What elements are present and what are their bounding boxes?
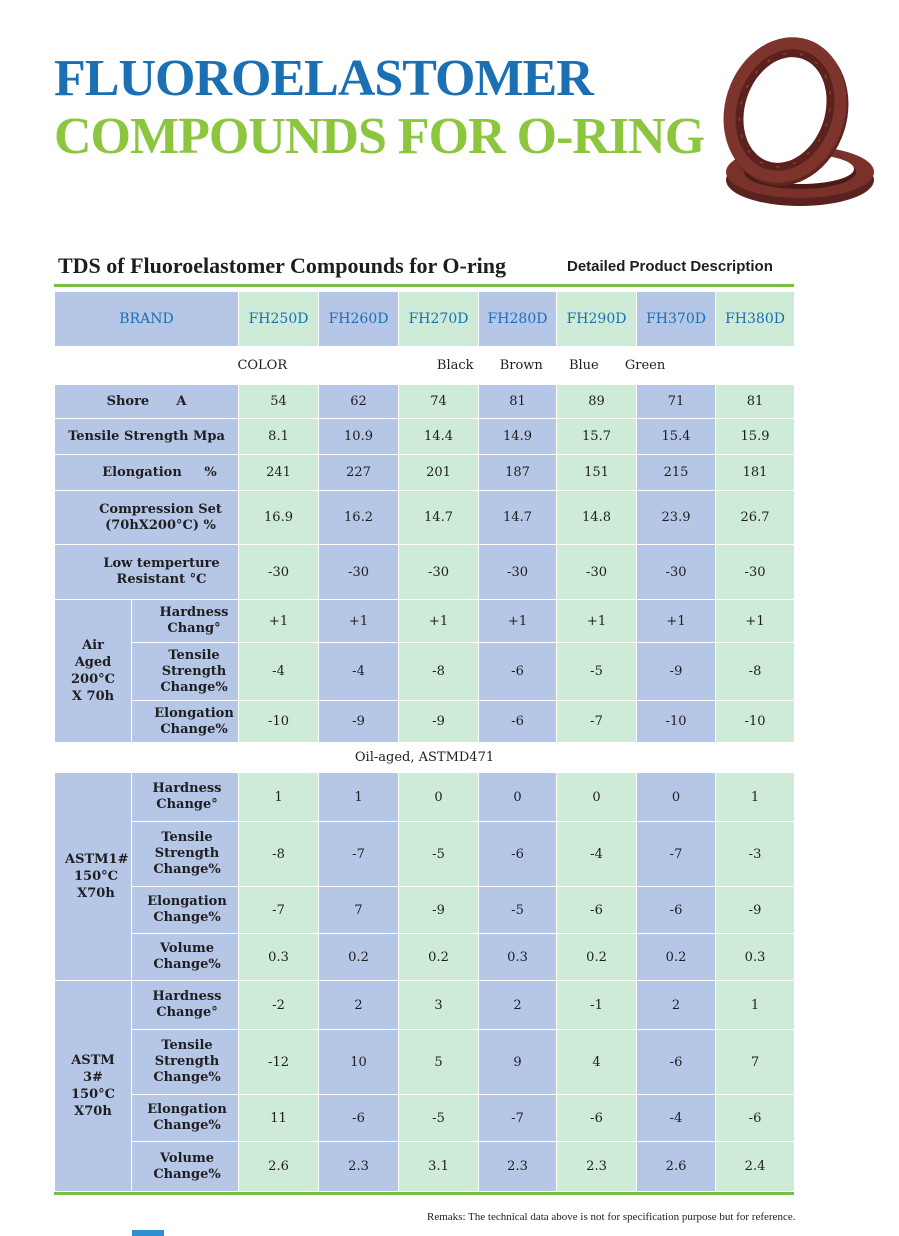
color-value: Black	[436, 358, 474, 373]
tensile-value: 15.4	[637, 419, 716, 455]
compression-value: 16.9	[239, 491, 319, 545]
compression-value: 26.7	[716, 491, 795, 545]
compression-value: 16.2	[319, 491, 399, 545]
air-aged-label-line: Aged	[74, 655, 112, 670]
astm1-hardness-value: 0	[557, 773, 637, 822]
oil-seal-rings-icon	[705, 28, 875, 213]
astm1-hardness-value: 1	[716, 773, 795, 822]
astm3-elongation-label	[132, 1095, 239, 1142]
astm1-hardness-value: 0	[479, 773, 557, 822]
brand-row	[55, 292, 795, 347]
remarks-note: Remaks: The technical data above is not for specification purpose but for reference.	[427, 1211, 796, 1223]
brand-label: BRAND	[55, 292, 239, 347]
astm3-tensile-value: -6	[637, 1030, 716, 1095]
label-line: Change°	[156, 1005, 218, 1020]
astm1-label-line: X70h	[77, 886, 115, 901]
shore-value: 71	[637, 385, 716, 419]
air-elongation-label	[132, 701, 239, 743]
compression-label-line: Compression Set	[99, 501, 222, 517]
astm1-hardness-value: 1	[239, 773, 319, 822]
tensile-value: 10.9	[319, 419, 399, 455]
astm1-elongation-value: -5	[479, 887, 557, 934]
astm3-volume-value: 2.6	[637, 1142, 716, 1192]
label-line: Elongation	[154, 705, 234, 721]
astm3-hardness-value: 2	[319, 981, 399, 1030]
astm1-elongation-value: -6	[557, 887, 637, 934]
color-label: COLOR	[237, 358, 288, 373]
astm3-hardness-row	[55, 981, 795, 1030]
air-tensile-value: -8	[716, 643, 795, 701]
astm3-elongation-value: -6	[716, 1095, 795, 1142]
label-line: Change%	[160, 679, 228, 695]
astm1-tensile-value: -4	[557, 822, 637, 887]
astm1-tensile-label	[132, 822, 239, 887]
product-description-label: Detailed Product Description	[567, 258, 773, 275]
air-tensile-value: -4	[239, 643, 319, 701]
brand-cell: FH290D	[557, 292, 637, 347]
astm3-elongation-value: -7	[479, 1095, 557, 1142]
astm3-tensile-value: 4	[557, 1030, 637, 1095]
shore-value: 89	[557, 385, 637, 419]
astm1-hardness-label	[132, 773, 239, 822]
astm3-group-label	[55, 981, 132, 1192]
elongation-label: Elongation %	[55, 455, 239, 491]
astm3-hardness-value: 2	[479, 981, 557, 1030]
astm3-volume-value: 2.3	[479, 1142, 557, 1192]
astm3-volume-value: 2.3	[319, 1142, 399, 1192]
brand-cell: FH270D	[399, 292, 479, 347]
elongation-value: 201	[399, 455, 479, 491]
astm3-elongation-row	[55, 1095, 795, 1142]
shore-value: 54	[239, 385, 319, 419]
label-line: Change%	[153, 957, 221, 972]
tds-title: TDS of Fluoroelastomer Compounds for O-ring	[58, 253, 506, 278]
air-elongation-value: -6	[479, 701, 557, 743]
air-hardness-value: +1	[319, 600, 399, 643]
label-line: Tensile	[168, 647, 220, 663]
low-temp-value: -30	[479, 545, 557, 600]
low-temp-label	[55, 545, 239, 600]
astm3-volume-value: 2.3	[557, 1142, 637, 1192]
air-tensile-value: -4	[319, 643, 399, 701]
tensile-label: Tensile Strength Mpa	[55, 419, 239, 455]
astm3-tensile-value: 5	[399, 1030, 479, 1095]
astm1-tensile-value: -3	[716, 822, 795, 887]
air-hardness-row	[55, 600, 795, 643]
astm1-elongation-value: -9	[399, 887, 479, 934]
elongation-value: 181	[716, 455, 795, 491]
page-corner-mark	[132, 1230, 164, 1236]
astm3-label-line: ASTM	[71, 1053, 115, 1068]
label-line: Strength	[161, 663, 227, 679]
astm1-hardness-value: 0	[637, 773, 716, 822]
astm1-volume-value: 0.2	[399, 934, 479, 981]
air-aged-label-line: 200°C	[71, 672, 115, 687]
astm1-elongation-value: -9	[716, 887, 795, 934]
astm3-tensile-label	[132, 1030, 239, 1095]
astm3-tensile-value: 9	[479, 1030, 557, 1095]
elongation-value: 187	[479, 455, 557, 491]
air-hardness-value: +1	[637, 600, 716, 643]
oil-aged-label: Oil-aged, ASTMD471	[55, 743, 795, 773]
astm3-hardness-value: -2	[239, 981, 319, 1030]
low-temp-label-line: Low temperture	[103, 556, 220, 571]
label-line: Chang°	[167, 621, 221, 636]
astm1-elongation-value: -6	[637, 887, 716, 934]
label-line: Change%	[153, 910, 221, 925]
compression-value: 14.7	[399, 491, 479, 545]
astm3-elongation-value: -5	[399, 1095, 479, 1142]
air-aged-label-line: X 70h	[71, 689, 115, 704]
air-tensile-value: -5	[557, 643, 637, 701]
low-temp-value: -30	[399, 545, 479, 600]
astm1-volume-value: 0.3	[479, 934, 557, 981]
astm3-volume-value: 2.4	[716, 1142, 795, 1192]
tensile-value: 14.4	[399, 419, 479, 455]
astm3-volume-row	[55, 1142, 795, 1192]
astm1-volume-value: 0.3	[239, 934, 319, 981]
astm1-group-label	[55, 773, 132, 981]
air-hardness-value: +1	[557, 600, 637, 643]
air-elongation-value: -10	[637, 701, 716, 743]
astm3-elongation-value: 11	[239, 1095, 319, 1142]
air-tensile-value: -8	[399, 643, 479, 701]
astm1-elongation-label	[132, 887, 239, 934]
tensile-row	[55, 419, 795, 455]
astm3-hardness-value: 1	[716, 981, 795, 1030]
astm1-volume-value: 0.2	[637, 934, 716, 981]
astm1-hardness-row	[55, 773, 795, 822]
air-elongation-value: -10	[239, 701, 319, 743]
elongation-value: 151	[557, 455, 637, 491]
tensile-value: 14.9	[479, 419, 557, 455]
label-line: Volume	[160, 941, 214, 956]
astm3-volume-value: 2.6	[239, 1142, 319, 1192]
shore-label: Shore A	[55, 385, 239, 419]
color-row	[55, 347, 795, 385]
astm3-hardness-value: 3	[399, 981, 479, 1030]
astm1-volume-value: 0.2	[557, 934, 637, 981]
low-temp-row	[55, 545, 795, 600]
astm3-tensile-row	[55, 1030, 795, 1095]
astm3-label-line: X70h	[74, 1104, 112, 1119]
astm1-elongation-value: 7	[319, 887, 399, 934]
air-tensile-value: -9	[637, 643, 716, 701]
brand-cell: FH260D	[319, 292, 399, 347]
label-line: Strength	[154, 846, 220, 861]
brand-cell: FH380D	[716, 292, 795, 347]
elongation-value: 241	[239, 455, 319, 491]
label-line: Change%	[153, 1070, 221, 1085]
label-line: Change%	[153, 1118, 221, 1133]
label-line: Elongation	[147, 894, 227, 909]
label-line: Tensile	[161, 830, 213, 845]
astm1-label-line: ASTM1#	[65, 852, 129, 867]
astm3-hardness-value: 2	[637, 981, 716, 1030]
air-tensile-row	[55, 643, 795, 701]
compression-label	[55, 491, 239, 545]
astm3-label-line: 150°C	[71, 1087, 115, 1102]
bottom-divider	[54, 1192, 794, 1195]
astm1-tensile-row	[55, 822, 795, 887]
label-line: Hardness	[159, 605, 229, 620]
low-temp-label-line: Resistant °C	[116, 572, 207, 587]
air-aged-label-line: Air	[82, 638, 104, 653]
low-temp-value: -30	[637, 545, 716, 600]
astm3-elongation-value: -6	[557, 1095, 637, 1142]
tds-table	[54, 291, 795, 1192]
top-divider	[54, 284, 794, 287]
title-line-2: COMPOUNDS FOR O-RING	[54, 108, 705, 165]
air-hardness-value: +1	[479, 600, 557, 643]
air-hardness-value: +1	[716, 600, 795, 643]
color-value: Green	[624, 358, 666, 373]
label-line: Volume	[160, 1150, 214, 1166]
air-elongation-value: -9	[399, 701, 479, 743]
title-line-1: FLUOROELASTOMER	[54, 50, 593, 107]
air-aged-group-label	[55, 600, 132, 743]
astm1-elongation-value: -7	[239, 887, 319, 934]
compression-value: 14.7	[479, 491, 557, 545]
tensile-value: 15.7	[557, 419, 637, 455]
compression-row	[55, 491, 795, 545]
astm1-label-line: 150°C	[74, 869, 118, 884]
tensile-value: 15.9	[716, 419, 795, 455]
astm3-label-line: 3#	[83, 1070, 103, 1085]
color-value: Brown	[499, 358, 543, 373]
label-line: Change%	[153, 862, 221, 877]
label-line: Hardness	[152, 989, 222, 1004]
elongation-value: 215	[637, 455, 716, 491]
astm1-volume-label	[132, 934, 239, 981]
astm1-elongation-row	[55, 887, 795, 934]
astm1-tensile-value: -7	[319, 822, 399, 887]
tensile-value: 8.1	[239, 419, 319, 455]
astm3-hardness-label	[132, 981, 239, 1030]
air-hardness-label	[132, 600, 239, 643]
label-line: Hardness	[152, 781, 222, 796]
astm3-tensile-value: 10	[319, 1030, 399, 1095]
astm1-volume-value: 0.2	[319, 934, 399, 981]
shore-value: 74	[399, 385, 479, 419]
low-temp-value: -30	[239, 545, 319, 600]
astm3-elongation-value: -4	[637, 1095, 716, 1142]
astm3-tensile-value: -12	[239, 1030, 319, 1095]
label-line: Change%	[160, 721, 228, 737]
astm1-volume-row	[55, 934, 795, 981]
brand-cell: FH370D	[637, 292, 716, 347]
astm1-hardness-value: 1	[319, 773, 399, 822]
shore-value: 62	[319, 385, 399, 419]
air-elongation-value: -7	[557, 701, 637, 743]
brand-cell: FH280D	[479, 292, 557, 347]
shore-value: 81	[479, 385, 557, 419]
air-hardness-value: +1	[399, 600, 479, 643]
air-hardness-value: +1	[239, 600, 319, 643]
astm1-tensile-value: -8	[239, 822, 319, 887]
astm3-volume-label	[132, 1142, 239, 1192]
low-temp-value: -30	[557, 545, 637, 600]
label-line: Strength	[154, 1054, 220, 1069]
air-tensile-label	[132, 643, 239, 701]
astm3-hardness-value: -1	[557, 981, 637, 1030]
shore-value: 81	[716, 385, 795, 419]
shore-row	[55, 385, 795, 419]
oil-aged-row	[55, 743, 795, 773]
label-line: Change%	[153, 1166, 221, 1182]
low-temp-value: -30	[716, 545, 795, 600]
air-elongation-value: -9	[319, 701, 399, 743]
astm1-volume-value: 0.3	[716, 934, 795, 981]
compression-value: 14.8	[557, 491, 637, 545]
label-line: Elongation	[147, 1102, 227, 1117]
astm3-volume-value: 3.1	[399, 1142, 479, 1192]
elongation-value: 227	[319, 455, 399, 491]
air-tensile-value: -6	[479, 643, 557, 701]
compression-label-line: (70hX200°C) %	[105, 517, 216, 533]
astm1-tensile-value: -7	[637, 822, 716, 887]
elongation-row	[55, 455, 795, 491]
label-line: Change°	[156, 797, 218, 812]
label-line: Tensile	[161, 1038, 213, 1053]
air-elongation-row	[55, 701, 795, 743]
brand-cell: FH250D	[239, 292, 319, 347]
compression-value: 23.9	[637, 491, 716, 545]
air-elongation-value: -10	[716, 701, 795, 743]
astm3-tensile-value: 7	[716, 1030, 795, 1095]
astm1-tensile-value: -6	[479, 822, 557, 887]
low-temp-value: -30	[319, 545, 399, 600]
astm1-tensile-value: -5	[399, 822, 479, 887]
astm1-hardness-value: 0	[399, 773, 479, 822]
astm3-elongation-value: -6	[319, 1095, 399, 1142]
color-value: Blue	[568, 358, 599, 373]
